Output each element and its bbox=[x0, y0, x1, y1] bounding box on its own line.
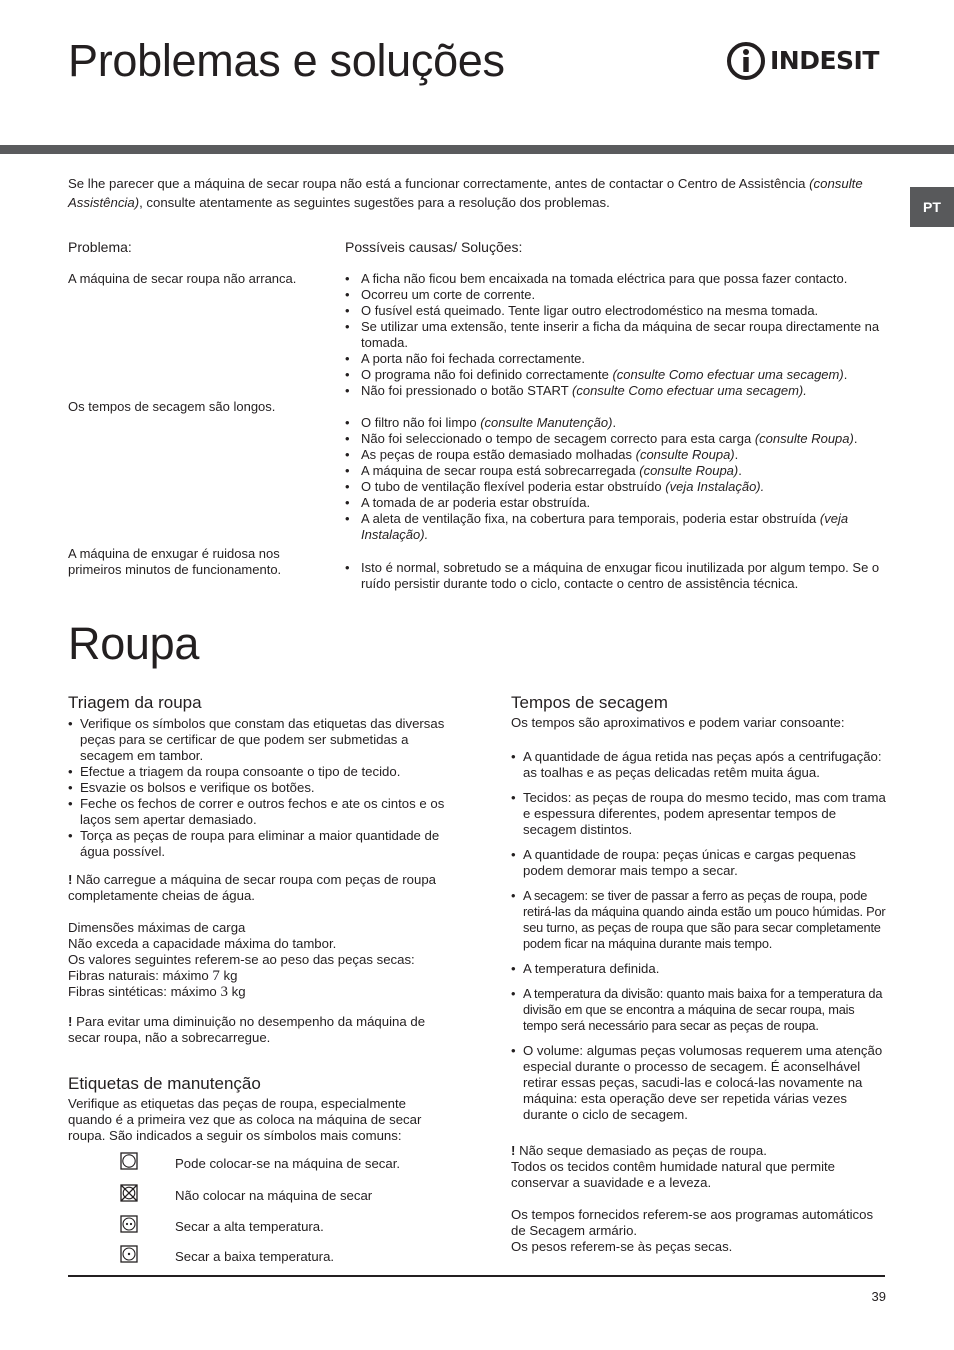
page-number: 39 bbox=[871, 1289, 886, 1304]
triagem-list bbox=[68, 716, 448, 860]
tempos-heading: Tempos de secagem bbox=[511, 693, 668, 712]
tempos-note-3: Os pesos referem-se às peças secas. bbox=[511, 1239, 733, 1254]
brand-logo bbox=[726, 40, 888, 82]
cause-item: • A tomada de ar poderia estar obstruída. bbox=[345, 495, 890, 511]
dimensoes-warning: ! Para evitar uma diminuição no desempenho da máquina de secar roupa, não a sobrecarregue. bbox=[68, 1014, 426, 1045]
problem-3: A máquina de enxugar é ruidosa nos primeiros minutos de funcionamento. bbox=[68, 546, 282, 577]
synthetic-fibers-max: Fibras sintéticas: máximo 3 kg bbox=[68, 984, 246, 1000]
header-divider bbox=[0, 145, 954, 154]
tempos-note-1: Todos os tecidos contêm humidade natural que permite conservar a suavidade e a leveza. bbox=[511, 1159, 836, 1190]
natural-fibers-max: Fibras naturais: máximo 7 kg bbox=[68, 968, 238, 984]
cause-item: • Se utilizar uma extensão, tente inserir a ficha da máquina de secar roupa directamente na tomada. bbox=[345, 319, 890, 351]
synthetic-fibers-value: 3 bbox=[220, 984, 228, 1000]
problem-2: Os tempos de secagem são longos. bbox=[68, 399, 276, 414]
list-item: • A quantidade de roupa: peças únicas e cargas pequenas podem demorar mais tempo a secar. bbox=[511, 847, 889, 879]
list-item: • A temperatura definida. bbox=[511, 961, 889, 977]
etiquetas-heading: Etiquetas de manutenção bbox=[68, 1074, 261, 1093]
triagem-section bbox=[68, 692, 448, 1144]
tempos-list bbox=[511, 749, 889, 1123]
care-symbol-label: Secar a baixa temperatura. bbox=[175, 1249, 335, 1264]
cause-item: • As peças de roupa estão demasiado molhadas (consulte Roupa). bbox=[345, 447, 890, 463]
causes-column-header: Possíveis causas/ Soluções: bbox=[345, 239, 523, 255]
care-symbol-label: Secar a alta temperatura. bbox=[175, 1219, 324, 1234]
cause-item: • A máquina de secar roupa está sobrecarregada (consulte Roupa). bbox=[345, 463, 890, 479]
indesit-logo-mark-icon bbox=[726, 40, 766, 82]
brand-wordmark: INDESIT bbox=[770, 46, 879, 75]
list-item: • Verifique os símbolos que constam das etiquetas das diversas peças para se certificar de que podem ser submetidas a secagem em tambor. bbox=[68, 716, 448, 764]
list-item: • Feche os fechos de correr e outros fechos e ate os cintos e os laços sem apertar demasiado. bbox=[68, 796, 448, 828]
problem-column-header: Problema: bbox=[68, 239, 132, 255]
care-symbol-row bbox=[68, 1152, 448, 1176]
footer-divider bbox=[68, 1275, 885, 1277]
page-title: Problemas e soluções bbox=[68, 35, 505, 86]
dimensoes-line-2: Os valores seguintes referem-se ao peso das peças secas: bbox=[68, 952, 415, 967]
cause-item: • O filtro não foi limpo (consulte Manutenção). bbox=[345, 415, 890, 431]
intro-text-1: Se lhe parecer que a máquina de secar roupa não está a funcionar correctamente, antes de contactar o Centro de Assistência bbox=[68, 176, 810, 191]
dimensoes-heading: Dimensões máximas de carga bbox=[68, 920, 246, 935]
causes-list-3 bbox=[345, 560, 890, 592]
list-item: • A quantidade de água retida nas peças após a centrifugação: as toalhas e as peças delicadas retêm muita água. bbox=[511, 749, 889, 781]
tempos-section bbox=[511, 692, 889, 1255]
tumble-dry-high-icon bbox=[120, 1215, 138, 1233]
care-symbol-row bbox=[68, 1184, 448, 1208]
tumble-dry-allowed-icon bbox=[120, 1152, 138, 1170]
cause-item: • Isto é normal, sobretudo se a máquina de enxugar ficou inutilizada por algum tempo. Se o ruído persistir durante todo o ciclo, contacte o centro de assistência técnica. bbox=[345, 560, 890, 592]
triagem-heading: Triagem da roupa bbox=[68, 693, 202, 712]
tempos-note-2: Os tempos fornecidos referem-se aos programas automáticos de Secagem armário. bbox=[511, 1207, 874, 1238]
cause-item: • A ficha não ficou bem encaixada na tomada eléctrica para que possa fazer contacto. bbox=[345, 271, 890, 287]
list-item: • Esvazie os bolsos e verifique os botões. bbox=[68, 780, 448, 796]
intro-reference: (consulte Assistência) bbox=[68, 176, 863, 210]
causes-list-2 bbox=[345, 415, 890, 543]
tempos-intro: Os tempos são aproximativos e podem variar consoante: bbox=[511, 715, 845, 730]
cause-item: • O tubo de ventilação flexível poderia estar obstruído (veja Instalação). bbox=[345, 479, 890, 495]
cause-item: • Não foi seleccionado o tempo de secagem correcto para esta carga (consulte Roupa). bbox=[345, 431, 890, 447]
cause-item: • Não foi pressionado o botão START (consulte Como efectuar uma secagem). bbox=[345, 383, 890, 399]
care-symbol-label: Pode colocar-se na máquina de secar. bbox=[175, 1156, 401, 1171]
intro-text-2: , consulte atentamente as seguintes sugestões para a resolução dos problemas. bbox=[139, 195, 610, 210]
section-title-roupa: Roupa bbox=[68, 618, 200, 669]
natural-fibers-value: 7 bbox=[212, 968, 220, 984]
language-tab: PT bbox=[910, 187, 954, 227]
list-item: • A secagem: se tiver de passar a ferro as peças de roupa, pode retirá-las da máquina quando ainda estão um pouco húmidas. Por seu turno, as peças de roupa que são para secar completamente podem ficar na máquina durante mais tempo. bbox=[511, 888, 889, 952]
warning-mark: ! bbox=[511, 1143, 516, 1158]
triagem-warning: ! Não carregue a máquina de secar roupa com peças de roupa completamente cheias de água. bbox=[68, 872, 437, 903]
care-symbol-row bbox=[68, 1215, 448, 1239]
do-not-tumble-dry-icon bbox=[120, 1184, 138, 1202]
warning-mark: ! bbox=[68, 872, 73, 887]
problem-1: A máquina de secar roupa não arranca. bbox=[68, 271, 297, 286]
care-symbol-label: Não colocar na máquina de secar bbox=[175, 1188, 373, 1203]
dimensoes-line-1: Não exceda a capacidade máxima do tambor. bbox=[68, 936, 337, 951]
cause-item: • O fusível está queimado. Tente ligar outro electrodoméstico na mesma tomada. bbox=[345, 303, 890, 319]
tumble-dry-low-icon bbox=[120, 1245, 138, 1263]
cause-item: • A aleta de ventilação fixa, na cobertura para temporais, poderia estar obstruída (veja Instalação). bbox=[345, 511, 890, 543]
warning-mark: ! bbox=[68, 1014, 73, 1029]
etiquetas-intro: Verifique as etiquetas das peças de roupa, especialmente quando é a primeira vez que as coloca na máquina de secar roupa. São indicados a seguir os símbolos mais comuns: bbox=[68, 1096, 422, 1143]
intro-paragraph bbox=[68, 174, 868, 212]
cause-item: • Ocorreu um corte de corrente. bbox=[345, 287, 890, 303]
causes-list-1 bbox=[345, 271, 890, 399]
tempos-warning: ! Não seque demasiado as peças de roupa. bbox=[511, 1143, 767, 1158]
cause-item: • A porta não foi fechada correctamente. bbox=[345, 351, 890, 367]
list-item: • Tecidos: as peças de roupa do mesmo tecido, mas com trama e espessura diferentes, podem apresentar tempos de secagem distintos. bbox=[511, 790, 889, 838]
list-item: • A temperatura da divisão: quanto mais baixa for a temperatura da divisão em que se encontra a máquina de secar roupa, mais tempo será necessário para secar as peças de roupa. bbox=[511, 986, 889, 1034]
care-symbol-row bbox=[68, 1245, 448, 1269]
list-item: • Torça as peças de roupa para eliminar a maior quantidade de água possível. bbox=[68, 828, 448, 860]
list-item: • Efectue a triagem da roupa consoante o tipo de tecido. bbox=[68, 764, 448, 780]
cause-item: • O programa não foi definido correctamente (consulte Como efectuar uma secagem). bbox=[345, 367, 890, 383]
list-item: • O volume: algumas peças volumosas requerem uma atenção especial durante o processo de secagem. É aconselhável retirar essas peças, sacudi-las e colocá-las novamente na máquina: esta operação deve ser repetida várias vezes durante o ciclo de secagem. bbox=[511, 1043, 889, 1123]
